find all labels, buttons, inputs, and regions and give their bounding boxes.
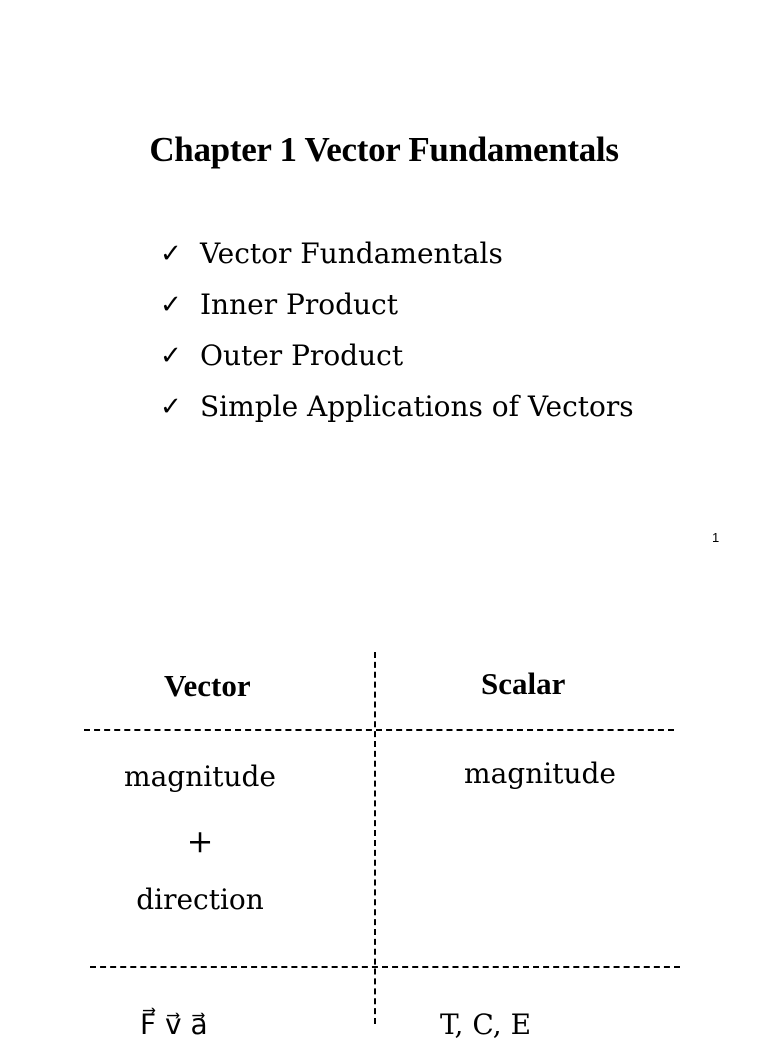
- check-icon: ✓: [160, 238, 182, 269]
- vector-plus-sign: +: [186, 822, 214, 860]
- slide-2: [0, 600, 768, 1041]
- check-icon: ✓: [160, 289, 182, 320]
- list-item: [160, 228, 634, 279]
- column-header-vector: Vector: [164, 668, 251, 703]
- vector-examples: F⃗ v⃗ a⃗: [140, 1008, 208, 1041]
- scalar-magnitude-text: magnitude: [464, 757, 616, 790]
- topic-list: [160, 228, 634, 432]
- list-item: [160, 381, 634, 432]
- list-item-label: Inner Product: [200, 288, 398, 321]
- list-item: [160, 279, 634, 330]
- vector-magnitude-text: magnitude: [124, 760, 276, 793]
- column-header-scalar: Scalar: [481, 666, 566, 701]
- vector-direction-text: direction: [136, 883, 264, 916]
- check-icon: ✓: [160, 340, 182, 371]
- row-divider: [90, 966, 680, 968]
- scalar-examples: T, C, E: [440, 1008, 532, 1041]
- list-item-label: Outer Product: [200, 339, 404, 372]
- page-number: 1: [712, 530, 720, 545]
- header-divider: [84, 729, 674, 731]
- column-divider: [374, 652, 376, 1024]
- list-item-label: Vector Fundamentals: [200, 237, 503, 270]
- check-icon: ✓: [160, 391, 182, 422]
- list-item: [160, 330, 634, 381]
- list-item-label: Simple Applications of Vectors: [200, 390, 634, 423]
- page-title: Chapter 1 Vector Fundamentals: [149, 130, 619, 169]
